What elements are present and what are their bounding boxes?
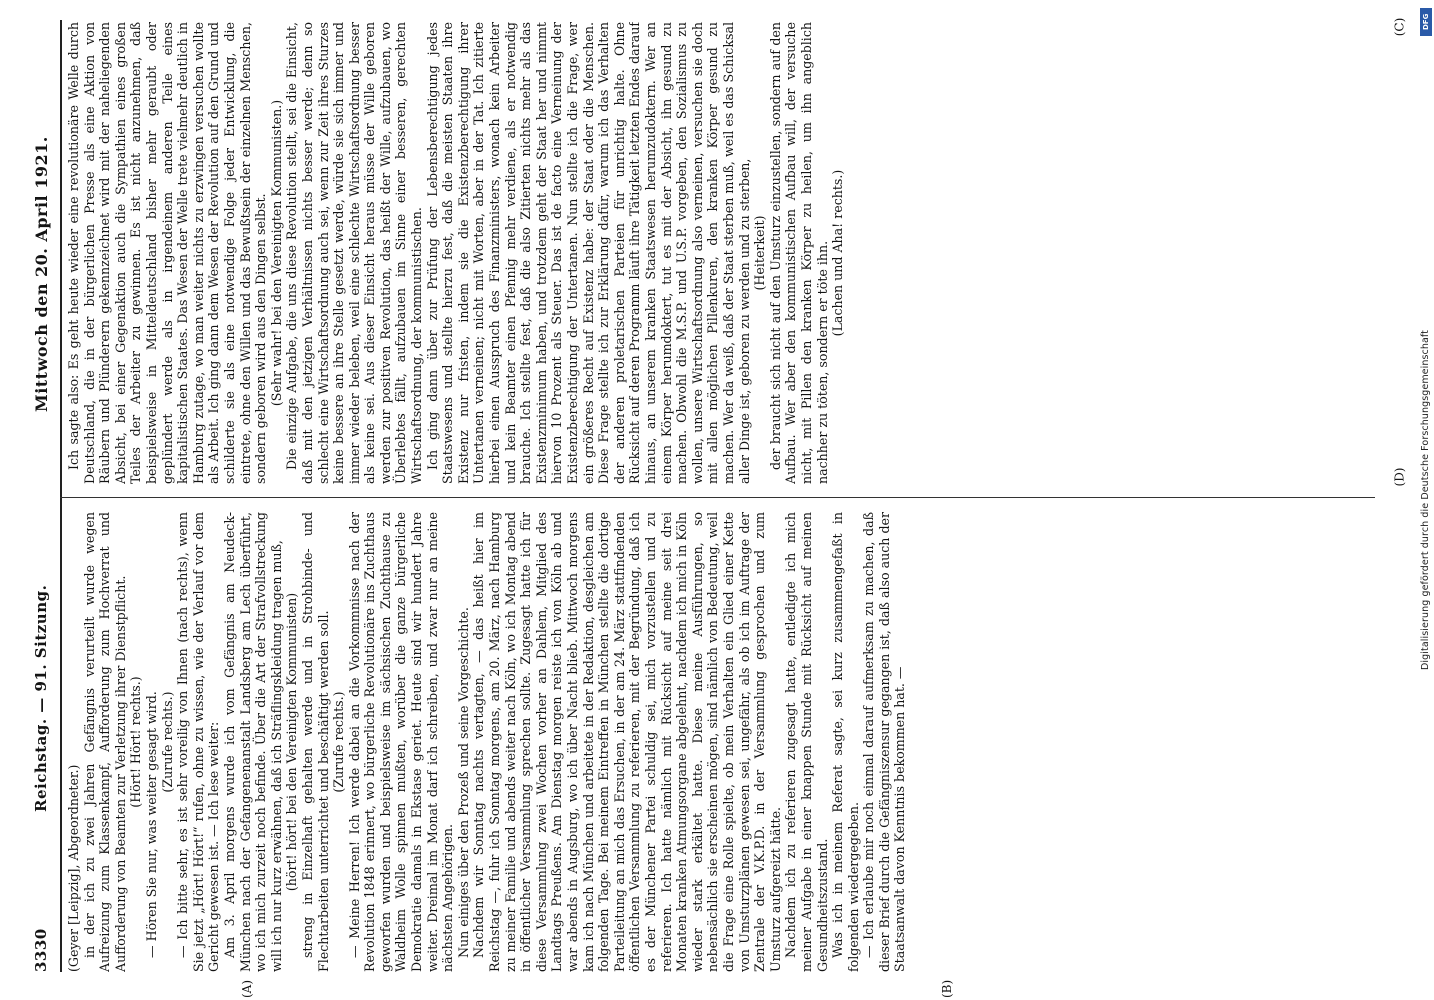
margin-marker-c: (C) bbox=[1392, 17, 1407, 37]
interjection: (Sehr wahr! bei den Vereinigten Kommunisten.) bbox=[268, 99, 284, 407]
sidebar-credit-text: Digitalisierung gefördert durch die Deutsche Forschungsgemeinschaft bbox=[1420, 330, 1431, 670]
speaker-label: (Geyer [Leipzig], Abgeordneter.) bbox=[66, 764, 81, 972]
interjection: (Heiterkeit) bbox=[752, 215, 768, 291]
right-column bbox=[66, 22, 1376, 484]
interjection: (Zurufe rechts.) bbox=[159, 691, 175, 793]
interjection: (Zurufe rechts.) bbox=[331, 691, 347, 793]
margin-marker-a: (A) bbox=[240, 979, 254, 998]
column-divider bbox=[60, 497, 1375, 498]
interjection: (hört! hört! bei den Vereinigten Kommunisten) bbox=[284, 592, 300, 892]
paragraph: streng in Einzelhaft gehalten werde und in Strohbinde- und Flechtarbeiten unterrichtet und beschäftigt werden soll. bbox=[299, 512, 331, 972]
paragraph: Am 3. April morgens wurde ich vom Gefängnis am Neudeck-München nach der Gefangenenanstalt Landsberg am Lech überführt, wo ich mich zurzeit noch befinde. Über die Art der Strafvollstreckung will ich nur kurz erwähnen, daß ich Sträflingskleidung tragen muß, bbox=[221, 512, 284, 972]
paragraph: in der ich zu zwei Jahren Gefängnis verurteilt wurde wegen Aufreizung zum Klassenkampf, Aufforderung zum Hochverrat und Aufforderung von Beamten zur Verletzung ihrer Dienstpflicht. bbox=[81, 512, 128, 972]
paragraph: Was ich in meinem Referat sagte, sei kurz zusammengefaßt in folgenden wiedergegeben. bbox=[830, 512, 861, 972]
paragraph: — Hören Sie nur, was weiter gesagt wird. bbox=[143, 691, 159, 958]
page-header bbox=[26, 20, 56, 972]
paragraph: — Meine Herren! Ich werde dabei an die Vorkommnisse nach der Revolution 1848 erinnert, wo bürgerliche Revolutionäre ins Zuchthaus geworfen wurden und beispielsweise im sächsischen Zuchthause zu Waldheim Wolle spinnen mußten, worüber die ganze bürgerliche Demokratie damals in Ekstase geriet. Heute sind wir hundert Jahre weiter. Dreimal im Monat darf ich schreiben, und zwar nur an meine nächsten Angehörigen. bbox=[346, 512, 456, 972]
paragraph: Ich ging dann über zur Prüfung der Lebensberechtigung jedes Staatswesens und stellte hierzu fest, daß die meisten Staaten ihre Existenz nur fristen, indem sie die Existenzberechtigung ihrer Untertanen verneinen; nicht mit Worten, aber in der Tat. Ich zitierte hierbei einen Ausspruch des Finanzministers, wonach kein Arbeiter und kein Beamter einen Pfennig mehr verdiene, als er notwendig brauche. Ich stellte fest, daß die also Zitierten nichts mehr als das Existenzminimum haben, und trotzdem geht der Staat her und nimmt hiervon 10 Prozent als Steuer. Das ist de facto eine Verneinung der Existenzberechtigung der Untertanen. Nun stellte ich die Frage, wer ein größeres Recht auf Existenz habe: der Staat oder die Menschen. Diese Frage stellte ich zur Erklärung dafür, warum ich das Verhalten der anderen proletarischen Parteien für unrichtig halte. Ohne Rücksicht auf deren Programm läuft ihre Tätigkeit letzten Endes darauf hinaus, an unserem kranken Staatswesen herumzudoktern. Wer an einem Körper herumdoktert, tut es mit der Absicht, ihn gesund zu machen. Obwohl die M.S.P. und U.S.P. vorgeben, den Sozialismus zu wollen, unsere Wirtschaftsordnung also verneinen, versuchen sie doch mit allen möglichen Pillenkuren, den kranken Körper gesund zu machen. Wer da weiß, daß der Staat sterben muß, weil es das Schicksal aller Dinge ist, geboren zu werden und zu sterben, bbox=[424, 22, 752, 484]
margin-marker-d: (D) bbox=[1392, 467, 1407, 487]
paragraph: Die einzige Aufgabe, die uns diese Revolution stellt, sei die Einsicht, daß mit den jetzigen Verhältnissen nichts besser werde; denn so schlecht eine Wirtschaftsordnung auch sei, wenn zur Zeit ihres Sturzes keine bessere an ihre Stelle gesetzt werde, würde sie sich immer und immer wieder beleben, weil eine schlechte Wirtschaftsordnung besser als keine sei. Aus dieser Einsicht heraus müsse der Wille geboren werden zur positiven Revolution, das heißt der Wille, aufzubauen, wo Überlebtes fällt, aufzubauen im Sinne einer besseren, gerechten Wirtschaftsordnung, der kommunistischen. bbox=[284, 22, 425, 484]
page-number: 3330 bbox=[32, 928, 50, 972]
header-rule bbox=[60, 20, 62, 972]
paragraph: — Ich bitte sehr, es ist sehr voreilig von Ihnen (nach rechts), wenn Sie jetzt „Hört! Hört!“ rufen, ohne zu wissen, wie der Verlauf vor dem Gericht gewesen ist. — Ich lese weiter: bbox=[175, 512, 222, 972]
paragraph: Ich sagte also: Es geht heute wieder eine revolutionäre Welle durch Deutschland, die in der bürgerlichen Presse als eine Aktion von Räubern und Plünderern gekennzeichnet wird mit der naheliegenden Absicht, bei einer Gegenaktion auch die Sympathien eines großen Teiles der Arbeiter zu gewinnen. Es ist nicht anzunehmen, daß beispielsweise in Mitteldeutschland bisher mehr geraubt oder geplündert werde als in irgendeinem anderen Teile eines kapitalistischen Staates. Das Wesen der Welle trete vielmehr deutlich in Hamburg zutage, wo man weiter nichts zu erzwingen versuchen wollte als Arbeit. Ich ging dann dem Wesen der Revolution auf den Grund und schilderte sie als eine notwendige Folge jeder Entwicklung, die eintrete, ohne den Willen und das Bewußtsein der einzelnen Menschen, sondern geboren wird aus den Dingen selbst. bbox=[66, 22, 269, 484]
sidebar-credit bbox=[1418, 0, 1434, 1000]
interjection: (Lachen und Aha! rechts.) bbox=[830, 169, 846, 337]
paragraph: Nun einiges über den Prozeß und seine Vorgeschichte. bbox=[455, 607, 471, 958]
session-title: Reichstag. — 91. Sitzung. bbox=[32, 584, 50, 812]
paragraph: der braucht sich nicht auf den Umsturz einzustellen, sondern auf den Aufbau. Wer aber den kommunistischen Aufbau will, der versuche nicht, mit Pillen den kranken Körper zu heilen, um ihn angeblich nachher zu töten, sondern er töte ihn. bbox=[767, 22, 830, 484]
interjection: (Hört! Hört! rechts.) bbox=[128, 676, 144, 808]
paragraph: Nachdem wir Sonntag nachts vertagten, — das heißt hier im Reichstag —, fuhr ich Sonntag morgens, am 20. März, nach Hamburg zu meiner Familie und abends weiter nach Köln, wo ich Montag abend in öffentlicher Versammlung sprechen sollte. Zugesagt hatte ich für diese Versammlung zwei Wochen vorher an Dahlem, Mitglied des Landtags Preußens. Am Dienstag morgen reiste ich von Köln ab und war abends in Augsburg, wo ich über Nacht blieb. Mittwoch morgens kam ich nach München und arbeitete in der Redaktion, desgleichen am folgenden Tage. Bei meinem Eintreffen in München stellte die dortige Parteileitung an mich das Ersuchen, in der am 24. März stattfindenden öffentlichen Versammlung zu referieren, mit der Begründung, daß ich es der Münchener Partei schuldig sei, mich vorzustellen und zu referieren. Ich hatte nämlich mit Rücksicht auf meine seit drei Monaten kranken Atmungsorgane abgelehnt, nachdem ich mich in Köln wieder stark erkältet hatte. Diese meine Ausführungen, so nebensächlich sie erscheinen mögen, sind nämlich von Bedeutung, weil die Frage eine Rolle spielte, ob mein Verhalten ein Glied einer Kette von Umsturzplänen gewesen sei, ungefähr, als ob ich im Auftrage der Zentrale der V.K.P.D. in der Versammlung gesprochen und zum Umsturz aufgereizt hätte. bbox=[471, 512, 783, 972]
margin-marker-b: (B) bbox=[940, 979, 954, 998]
dfg-logo: DFG bbox=[1420, 8, 1432, 36]
session-date: Mittwoch den 20. April 1921. bbox=[32, 136, 51, 412]
paragraph: — Ich erlaube mir noch einmal darauf aufmerksam zu machen, daß dieser Brief durch die Gefängniszensur gegangen ist, daß also auch der Staatsanwalt davon Kenntnis bekommen hat. — bbox=[861, 512, 908, 972]
left-column bbox=[66, 512, 1376, 972]
paragraph: Nachdem ich zu referieren zugesagt hatte, entledigte ich mich meiner Aufgabe in einer knappen Stunde mit Rücksicht auf meinen Gesundheitszustand. bbox=[783, 512, 830, 972]
